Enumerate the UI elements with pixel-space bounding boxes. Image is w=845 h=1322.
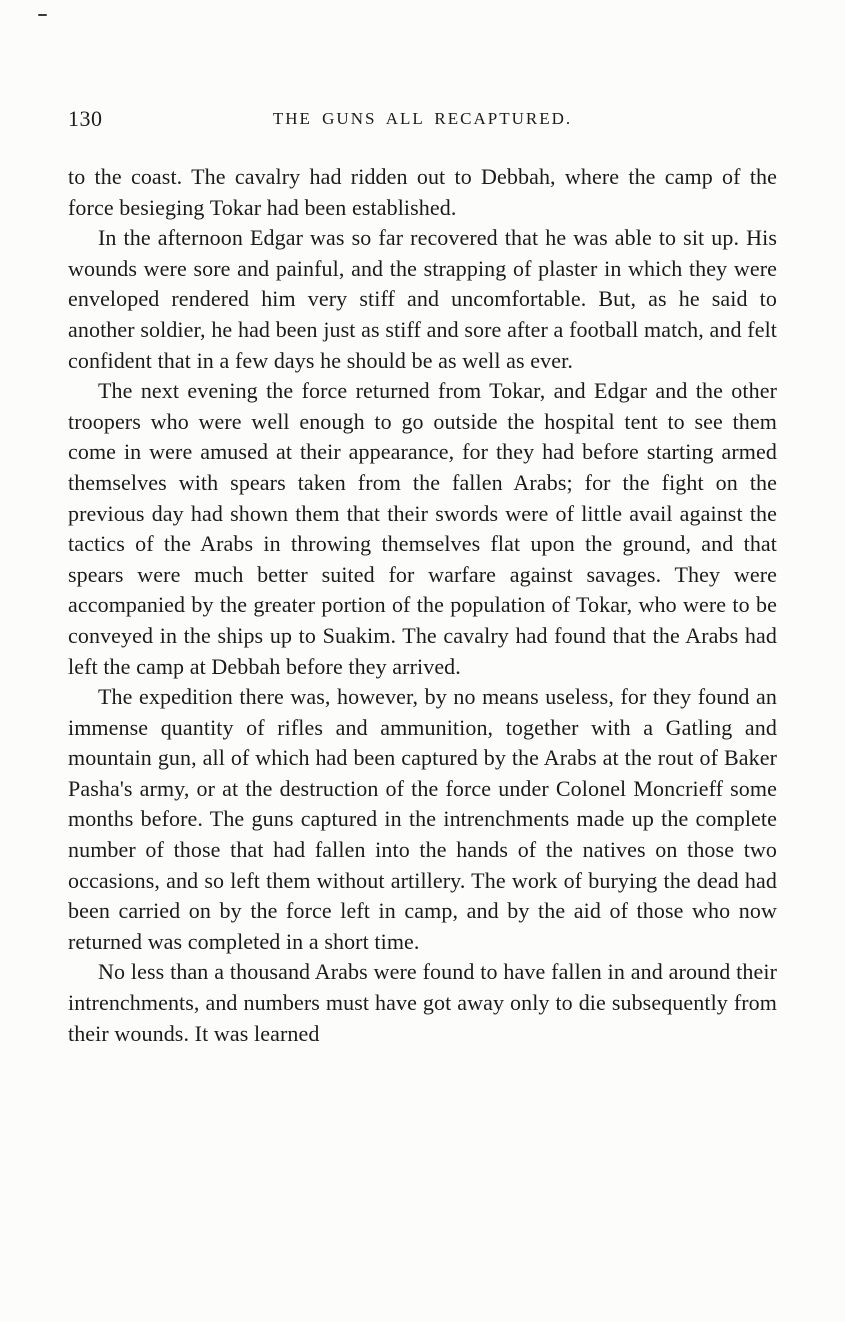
page-header: [68, 106, 777, 140]
page-body: [68, 162, 777, 1049]
paragraph: In the afternoon Edgar was so far recovered that he was able to sit up. His wounds were sore and painful, and the strapping of plaster in which they were enveloped rendered him very stiff and uncomfortable. But, as he said to another soldier, he had been just as stiff and sore after a football match, and felt confident that in a few days he should be as well as ever.: [68, 225, 777, 373]
paragraph: No less than a thousand Arabs were found to have fallen in and around their intrenchments, and numbers must have got away only to die subsequently from their wounds. It was learned: [68, 959, 777, 1046]
paragraph: The expedition there was, however, by no means useless, for they found an immense quantity of rifles and ammunition, together with a Gatling and mountain gun, all of which had been captured by the Arabs at the rout of Baker Pasha's army, or at the destruction of the force under Colonel Moncrieff some months before. The guns captured in the intrenchments made up the complete number of those that had fallen into the hands of the natives on those two occasions, and so left them without artillery. The work of burying the dead had been carried on by the force left in camp, and by the aid of those who now returned was completed in a short time.: [68, 684, 777, 954]
running-header: THE GUNS ALL RECAPTURED.: [272, 109, 573, 128]
page-number: 130: [68, 106, 103, 131]
paragraph: The next evening the force returned from Tokar, and Edgar and the other troopers who were well enough to go outside the hospital tent to see them come in were amused at their appearance, for they had before starting armed themselves with spears taken from the fallen Arabs; for the fight on the previous day had shown them that their swords were of little avail against the tactics of the Arabs in throwing themselves flat upon the ground, and that spears were much better suited for warfare against savages. They were accompanied by the greater portion of the population of Tokar, who were to be conveyed in the ships up to Suakim. The cavalry had found that the Arabs had left the camp at Debbah before they arrived.: [68, 378, 777, 679]
scan-artifact-mark: [38, 14, 47, 16]
paragraph: to the coast. The cavalry had ridden out to Debbah, where the camp of the force besieging Tokar had been established.: [68, 164, 777, 220]
